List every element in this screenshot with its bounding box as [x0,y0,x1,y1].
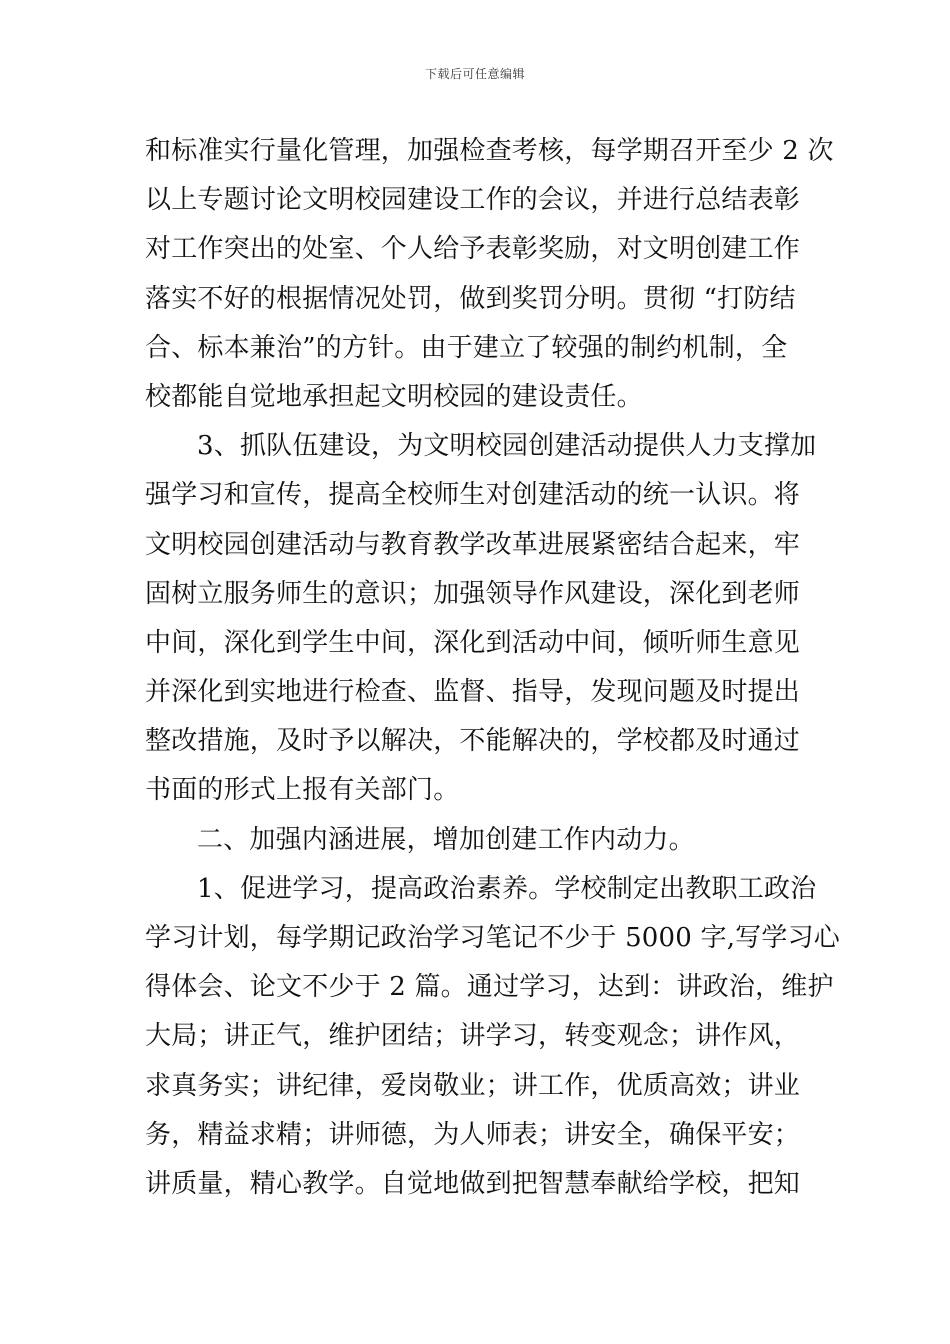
text-line: 落实不好的根据情况处罚，做到奖罚分明。贯彻 “打防结 [145,283,796,314]
text-line: 强学习和宣传，提高全校师生对创建活动的统一认识。将 [145,480,801,511]
section-heading: 二、加强内涵进展，增加创建工作内动力。 [197,824,695,855]
text-line: 中间，深化到学生中间，深化到活动中间，倾听师生意见 [145,627,801,658]
text-line: 得体会、论文不少于 2 篇。通过学习，达到：讲政治，维护 [145,972,834,1003]
text-line: 文明校园创建活动与教育教学改革进展紧密结合起来，牢 [145,529,801,560]
paragraph-start-line: 3、抓队伍建设，为文明校园创建活动提供人力支撑加 [197,431,817,462]
text-line: 校都能自觉地承担起文明校园的建设责任。 [145,381,643,412]
text-line: 并深化到实地进行检查、监督、指导，发现问题及时提出 [145,677,801,708]
text-line: 书面的形式上报有关部门。 [145,775,460,806]
text-line: 求真务实；讲纪律，爱岗敬业；讲工作，优质高效；讲业 [145,1070,801,1101]
text-line: 对工作突出的处室、个人给予表彰奖励，对文明创建工作 [145,234,801,265]
text-line: 固树立服务师生的意识；加强领导作风建设，深化到老师 [145,578,801,609]
text-line: 以上专题讨论文明校园建设工作的会议，并进行总结表彰 [145,185,801,216]
paragraph-start-line: 1、促进学习，提高政治素养。学校制定出教职工政治 [197,873,817,904]
text-line: 整改措施，及时予以解决，不能解决的，学校都及时通过 [145,726,801,757]
text-line: 和标准实行量化管理，加强检查考核，每学期召开至少 2 次 [145,136,834,166]
page-header: 下载后可任意编辑 [424,67,525,81]
text-line: 合、标本兼治”的方针。由于建立了较强的制约机制，全 [145,332,788,363]
document-body [145,127,840,1209]
text-line: 大局；讲正气，维护团结；讲学习，转变观念；讲作风， [145,1021,801,1052]
text-line: 务，精益求精；讲师德，为人师表；讲安全，确保平安； [145,1119,801,1150]
text-line: 讲质量，精心教学。自觉地做到把智慧奉献给学校，把知 [145,1168,801,1199]
text-line: 学习计划，每学期记政治学习笔记不少于 5000 字,写学习心 [145,923,840,953]
